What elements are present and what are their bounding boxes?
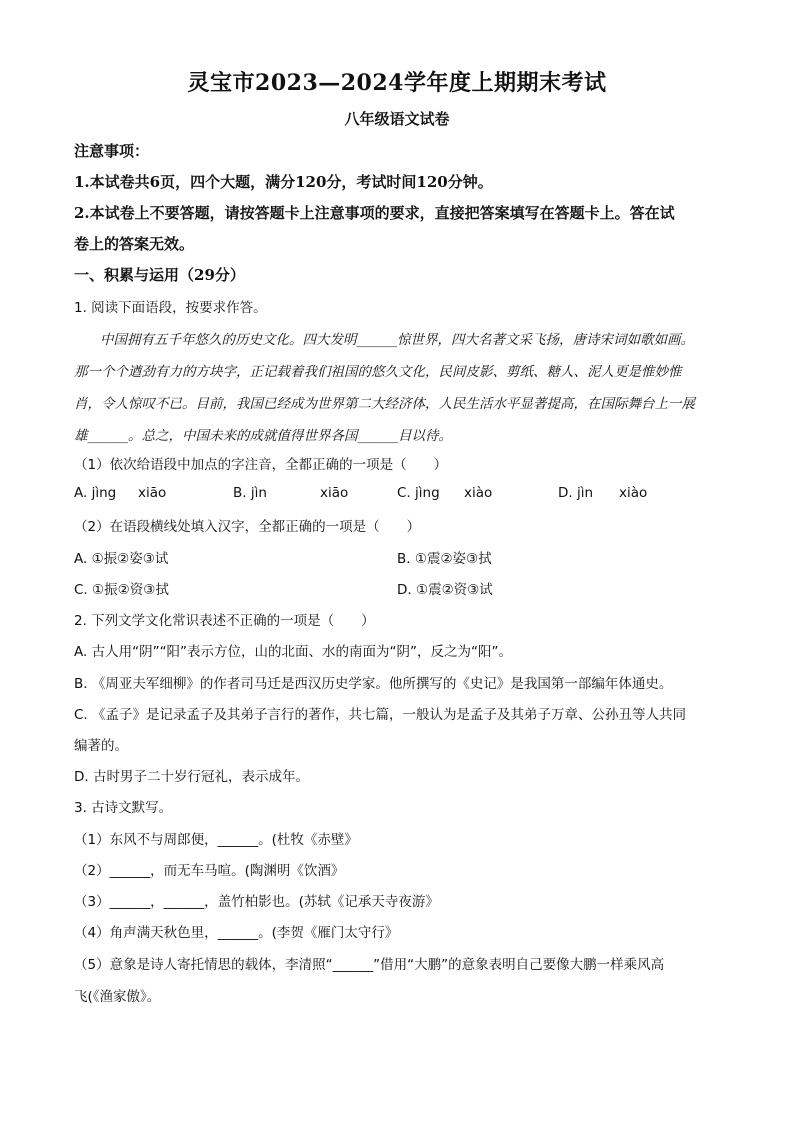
question-1-stem: 1. 阅读下面语段，按要求作答。	[74, 300, 267, 316]
option-1-1-c-pinyin: xiào	[464, 485, 493, 501]
passage-line-3: 肖，令人惊叹不已。目前，我国已经成为世界第二大经济体，人民生活水平显著提高，在国际舞台上一展	[74, 396, 695, 412]
option-1-1-d: D. jìn	[558, 485, 594, 501]
question-3-stem: 3. 古诗文默写。	[74, 800, 173, 816]
option-1-1-c: C. jìng	[397, 485, 440, 501]
question-3-item-5-line-1: （5）意象是诗人寄托情思的载体，李清照“______”借用“大鹏”的意象表明自己要像大鹏一样乘风高	[74, 957, 665, 973]
option-1-1-d-pinyin: xiào	[619, 485, 648, 501]
question-2-option-d: D. 古时男子二十岁行冠礼，表示成年。	[74, 769, 309, 785]
option-1-2-c: C. ①振②资③拭	[74, 582, 169, 598]
option-1-1-a-pinyin: xiāo	[138, 485, 167, 501]
option-1-2-a: A. ①振②姿③试	[74, 551, 169, 567]
option-1-2-d: D. ①震②资③试	[397, 582, 493, 598]
notice-item-1: 1.本试卷共6页，四个大题，满分120分，考试时间120分钟。	[74, 173, 493, 191]
exam-title: 灵宝市2023—2024学年度上期期末考试	[187, 70, 607, 96]
question-3-item-2: （2）______，而无车马喧。(陶渊明《饮酒》	[74, 863, 345, 879]
question-3-item-3: （3）______，______，盖竹柏影也。(苏轼《记承天寺夜游》	[74, 894, 439, 910]
option-1-1-b-pinyin: xiāo	[320, 485, 349, 501]
option-1-1-a: A. jìng	[74, 485, 117, 501]
question-3-item-5-line-2: 飞(《渔家傲》。	[74, 989, 161, 1005]
exam-subtitle: 八年级语文试卷	[344, 110, 450, 128]
question-1-1-stem: （1）依次给语段中加点的字注音，全都正确的一项是（ ）	[74, 457, 448, 473]
question-2-option-c-line-2: 编著的。	[74, 738, 128, 754]
question-3-item-4: （4）角声满天秋色里，______。(李贺《雁门太守行》	[74, 925, 399, 941]
passage-line-2: 那一个个遒劲有力的方块字，正记载着我们祖国的悠久文化，民间皮影、剪纸、糖人、泥人更是惟妙惟	[74, 364, 682, 380]
question-1-2-stem: （2）在语段横线处填入汉字，全都正确的一项是（ ）	[74, 519, 421, 535]
question-2-stem: 2. 下列文学文化常识表述不正确的一项是（ ）	[74, 613, 375, 629]
question-2-option-b: B. 《周亚夫军细柳》的作者司马迁是西汉历史学家。他所撰写的《史记》是我国第一部编年体通史。	[74, 676, 673, 692]
notice-item-2-line-2: 卷上的答案无效。	[74, 235, 195, 253]
option-1-1-b: B. jìn	[233, 485, 267, 501]
section-1-heading: 一、积累与运用（29分）	[74, 266, 245, 284]
notice-item-2-line-1: 2.本试卷上不要答题，请按答题卡上注意事项的要求，直接把答案填写在答题卡上。答在试	[74, 204, 675, 222]
question-2-option-c-line-1: C. 《孟子》是记录孟子及其弟子言行的著作，共七篇，一般认为是孟子及其弟子万章、公孙丑等人共同	[74, 707, 687, 723]
question-3-item-1: （1）东风不与周郎便，______。(杜牧《赤壁》	[74, 832, 358, 848]
question-2-option-a: A. 古人用“阴”“阳”表示方位，山的北面、水的南面为“阴”，反之为“阳”。	[74, 644, 513, 660]
passage-line-1: 中国拥有五千年悠久的历史文化。四大发明______惊世界，四大名著文采飞扬，唐诗宋词如歌如画。	[100, 332, 694, 348]
notice-heading: 注意事项：	[74, 142, 150, 160]
option-1-2-b: B. ①震②姿③拭	[397, 551, 492, 567]
passage-line-4: 雄______。总之，中国未来的成就值得世界各国______目以待。	[74, 428, 452, 444]
